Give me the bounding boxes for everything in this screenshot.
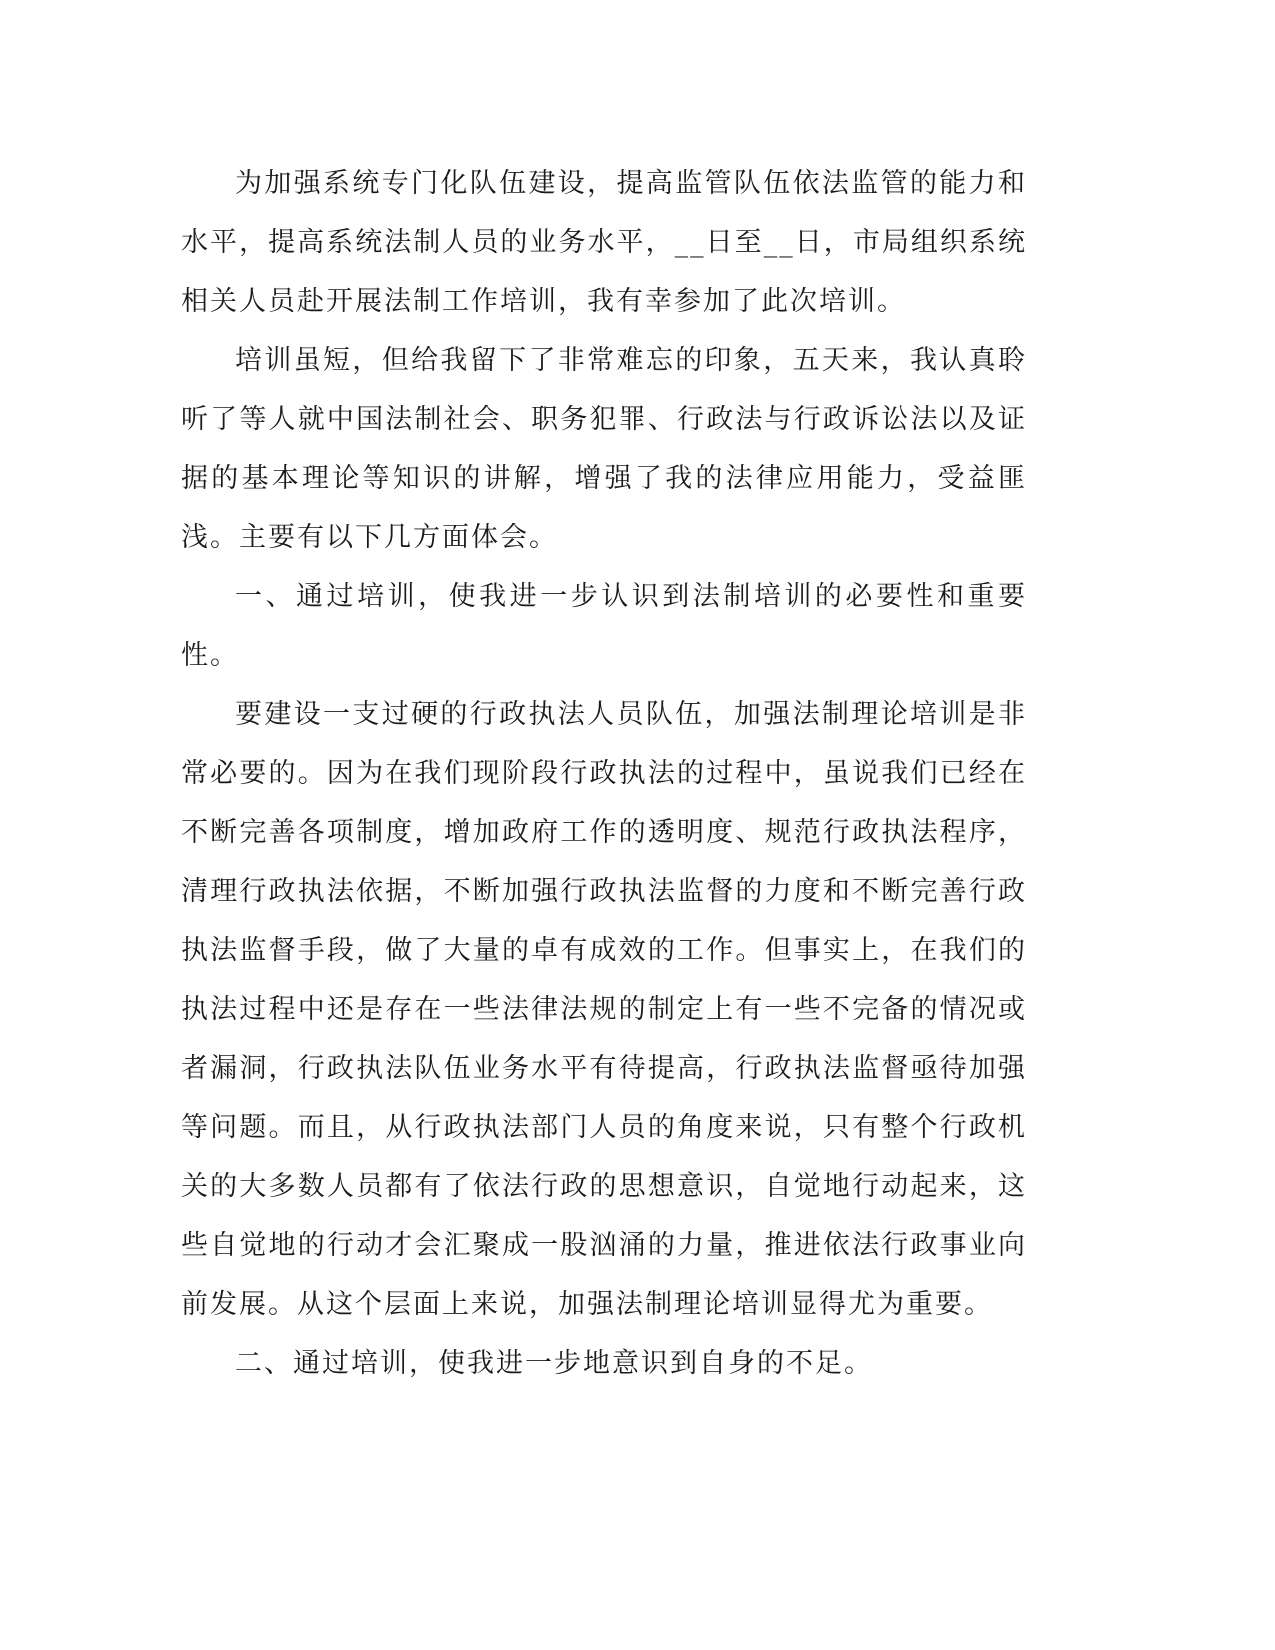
paragraph-impression: 培训虽短，但给我留下了非常难忘的印象，五天来，我认真聆听了等人就中国法制社会、职务犯罪、行政法与行政诉讼法以及证据的基本理论等知识的讲解，增强了我的法律应用能力，受益匪浅。主要有以下几方面体会。	[181, 345, 1027, 553]
paragraph-intro: 为加强系统专门化队伍建设，提高监管队伍依法监管的能力和水平，提高系统法制人员的业务水平，__日至__日，市局组织系统相关人员赴开展法制工作培训，我有幸参加了此次培训。	[181, 168, 1027, 317]
document-body	[181, 154, 1027, 1393]
paragraph-heading-two: 二、通过培训，使我进一步地意识到自身的不足。	[235, 1348, 873, 1379]
paragraph-heading-one: 一、通过培训，使我进一步认识到法制培训的必要性和重要性。	[181, 581, 1027, 671]
paragraph-necessity: 要建设一支过硬的行政执法人员队伍，加强法制理论培训是非常必要的。因为在我们现阶段行政执法的过程中，虽说我们已经在不断完善各项制度，增加政府工作的透明度、规范行政执法程序，清理行政执法依据，不断加强行政执法监督的力度和不断完善行政执法监督手段，做了大量的卓有成效的工作。但事实上，在我们的执法过程中还是存在一些法律法规的制定上有一些不完备的情况或者漏洞，行政执法队伍业务水平有待提高，行政执法监督亟待加强等问题。而且，从行政执法部门人员的角度来说，只有整个行政机关的大多数人员都有了依法行政的思想意识，自觉地行动起来，这些自觉地的行动才会汇聚成一股汹涌的力量，推进依法行政事业向前发展。从这个层面上来说，加强法制理论培训显得尤为重要。	[181, 699, 1027, 1320]
